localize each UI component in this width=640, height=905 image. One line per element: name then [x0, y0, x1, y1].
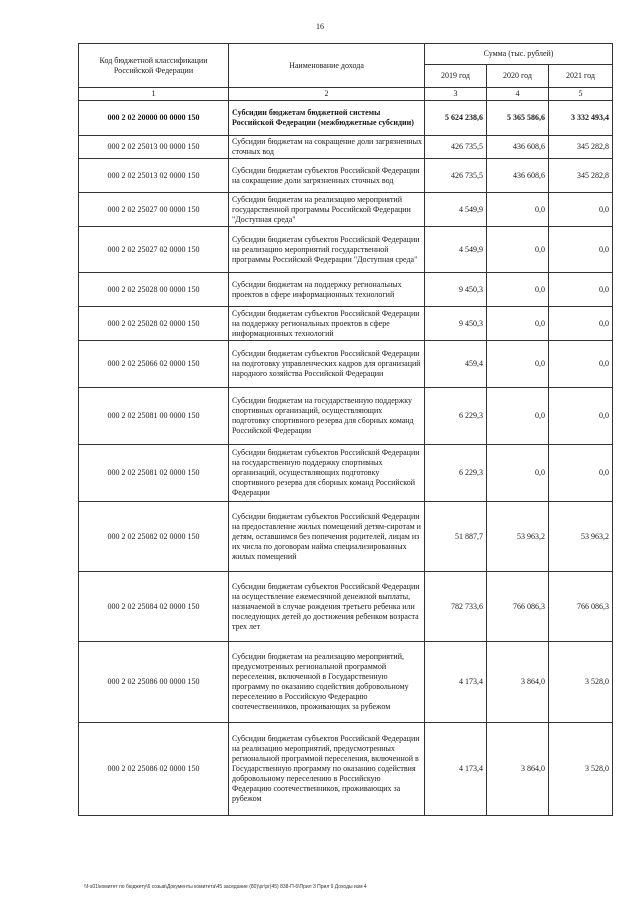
row-value-2019: 426 735,5 [425, 159, 487, 193]
table-row [79, 136, 613, 159]
row-value-2020: 436 608,6 [487, 159, 549, 193]
row-value-2021: 0,0 [549, 227, 613, 273]
row-name: Субсидии бюджетам на сокращение доли загрязненных сточных вод [229, 136, 425, 159]
row-code: 000 2 02 25086 00 0000 150 [79, 642, 229, 723]
row-name: Субсидии бюджетам субъектов Российской Федерации на осуществление ежемесячной денежной выплаты, назначаемой в случае рождения третьего ребенка или последующих детей до достижения ребенком возраста трех лет [229, 572, 425, 642]
footer-file-path: \\f-s01\комитет по бюджету\6 созыв\Документы комитета\45 заседание (80)\pr\pr(45) 838-П-6\Прил 3 Прил 9 Доходы изм 4 [84, 884, 367, 890]
header-year-2019: 2019 год [425, 65, 487, 88]
row-name: Субсидии бюджетам субъектов Российской Федерации на подготовку управленческих кадров для организаций народного хозяйства Российской Федерации [229, 341, 425, 388]
row-value-2019: 4 549,9 [425, 227, 487, 273]
table-row [79, 502, 613, 572]
table-row [79, 572, 613, 642]
header-sum: Сумма (тыс. рублей) [425, 44, 613, 65]
row-value-2021: 766 086,3 [549, 572, 613, 642]
row-code: 000 2 02 25013 02 0000 150 [79, 159, 229, 193]
row-code: 000 2 02 25084 02 0000 150 [79, 572, 229, 642]
table-row [79, 445, 613, 502]
row-value-2021: 0,0 [549, 445, 613, 502]
row-value-2019: 4 173,4 [425, 642, 487, 723]
row-value-2019: 9 450,3 [425, 307, 487, 341]
col-num-3: 3 [425, 88, 487, 101]
row-value-2021: 0,0 [549, 193, 613, 227]
row-value-2020: 0,0 [487, 341, 549, 388]
row-code: 000 2 02 25066 02 0000 150 [79, 341, 229, 388]
row-value-2021: 53 963,2 [549, 502, 613, 572]
table-row [79, 159, 613, 193]
row-value-2019: 6 229,3 [425, 445, 487, 502]
row-name: Субсидии бюджетам субъектов Российской Федерации на предоставление жилых помещений детям-сиротам и детям, оставшимся без попечения родителей, лицам из их числа по договорам найма специализированных жилых помещений [229, 502, 425, 572]
row-value-2021: 0,0 [549, 341, 613, 388]
row-value-2019: 782 733,6 [425, 572, 487, 642]
row-value-2020: 0,0 [487, 193, 549, 227]
row-value-2020: 0,0 [487, 273, 549, 307]
row-value-2020: 5 365 586,6 [487, 101, 549, 136]
row-value-2021: 345 282,8 [549, 159, 613, 193]
row-value-2021: 0,0 [549, 273, 613, 307]
row-value-2021: 3 528,0 [549, 642, 613, 723]
row-value-2020: 3 864,0 [487, 723, 549, 816]
row-code: 000 2 02 25081 02 0000 150 [79, 445, 229, 502]
row-value-2019: 6 229,3 [425, 388, 487, 445]
table-row [79, 101, 613, 136]
row-name: Субсидии бюджетам субъектов Российской Федерации на сокращение доли загрязненных сточных вод [229, 159, 425, 193]
row-value-2021: 3 528,0 [549, 723, 613, 816]
table-row [79, 341, 613, 388]
row-code: 000 2 02 25082 02 0000 150 [79, 502, 229, 572]
col-num-5: 5 [549, 88, 613, 101]
header-year-2021: 2021 год [549, 65, 613, 88]
table-row [79, 227, 613, 273]
row-name: Субсидии бюджетам на реализацию мероприятий государственной программы Российской Федерации "Доступная среда" [229, 193, 425, 227]
row-name: Субсидии бюджетам субъектов Российской Федерации на государственную поддержку спортивных организаций, осуществляющих подготовку спортивного резерва для сборных команд Российской Федерации [229, 445, 425, 502]
row-value-2021: 345 282,8 [549, 136, 613, 159]
row-name: Субсидии бюджетам бюджетной системы Российской Федерации (межбюджетные субсидии) [229, 101, 425, 136]
row-value-2020: 0,0 [487, 307, 549, 341]
row-value-2019: 9 450,3 [425, 273, 487, 307]
row-code: 000 2 02 25086 02 0000 150 [79, 723, 229, 816]
row-value-2019: 459,4 [425, 341, 487, 388]
row-code: 000 2 02 25027 00 0000 150 [79, 193, 229, 227]
header-code: Код бюджетной классификации Российской Федерации [79, 44, 229, 88]
table-row [79, 723, 613, 816]
row-value-2020: 0,0 [487, 388, 549, 445]
row-code: 000 2 02 25013 00 0000 150 [79, 136, 229, 159]
row-value-2019: 5 624 238,6 [425, 101, 487, 136]
table-row [79, 307, 613, 341]
row-value-2019: 4 173,4 [425, 723, 487, 816]
row-value-2020: 53 963,2 [487, 502, 549, 572]
table-row [79, 193, 613, 227]
row-name: Субсидии бюджетам на государственную поддержку спортивных организаций, осуществляющих подготовку спортивного резерва для сборных команд Российской Федерации [229, 388, 425, 445]
row-name: Субсидии бюджетам на поддержку региональных проектов в сфере информационных технологий [229, 273, 425, 307]
table-row [79, 273, 613, 307]
row-value-2020: 766 086,3 [487, 572, 549, 642]
row-code: 000 2 02 20000 00 0000 150 [79, 101, 229, 136]
page-number: 16 [316, 22, 324, 31]
table-row [79, 388, 613, 445]
col-num-2: 2 [229, 88, 425, 101]
row-code: 000 2 02 25028 02 0000 150 [79, 307, 229, 341]
row-value-2020: 3 864,0 [487, 642, 549, 723]
row-name: Субсидии бюджетам на реализацию мероприятий, предусмотренных региональной программой переселения, включенной в Государственную программу по оказанию содействия добровольному переселению в Российскую Федерацию соотечественников, проживающих за рубежом [229, 642, 425, 723]
col-num-4: 4 [487, 88, 549, 101]
header-year-2020: 2020 год [487, 65, 549, 88]
budget-table [78, 43, 613, 816]
row-value-2020: 436 608,6 [487, 136, 549, 159]
col-num-1: 1 [79, 88, 229, 101]
row-name: Субсидии бюджетам субъектов Российской Федерации на реализацию мероприятий, предусмотренных региональной программой переселения, включенной в Государственную программу по оказанию содействия добровольному переселению в Российскую Федерацию соотечественников, проживающих за рубежом [229, 723, 425, 816]
row-value-2020: 0,0 [487, 227, 549, 273]
row-value-2019: 426 735,5 [425, 136, 487, 159]
row-code: 000 2 02 25027 02 0000 150 [79, 227, 229, 273]
header-name: Наименование дохода [229, 44, 425, 88]
row-value-2021: 0,0 [549, 388, 613, 445]
row-value-2019: 4 549,9 [425, 193, 487, 227]
row-name: Субсидии бюджетам субъектов Российской Федерации на реализацию мероприятий государственной программы Российской Федерации "Доступная среда" [229, 227, 425, 273]
row-name: Субсидии бюджетам субъектов Российской Федерации на поддержку региональных проектов в сфере информационных технологий [229, 307, 425, 341]
row-value-2021: 3 332 493,4 [549, 101, 613, 136]
row-code: 000 2 02 25081 00 0000 150 [79, 388, 229, 445]
table-row [79, 642, 613, 723]
row-code: 000 2 02 25028 00 0000 150 [79, 273, 229, 307]
row-value-2021: 0,0 [549, 307, 613, 341]
row-value-2020: 0,0 [487, 445, 549, 502]
row-value-2019: 51 887,7 [425, 502, 487, 572]
